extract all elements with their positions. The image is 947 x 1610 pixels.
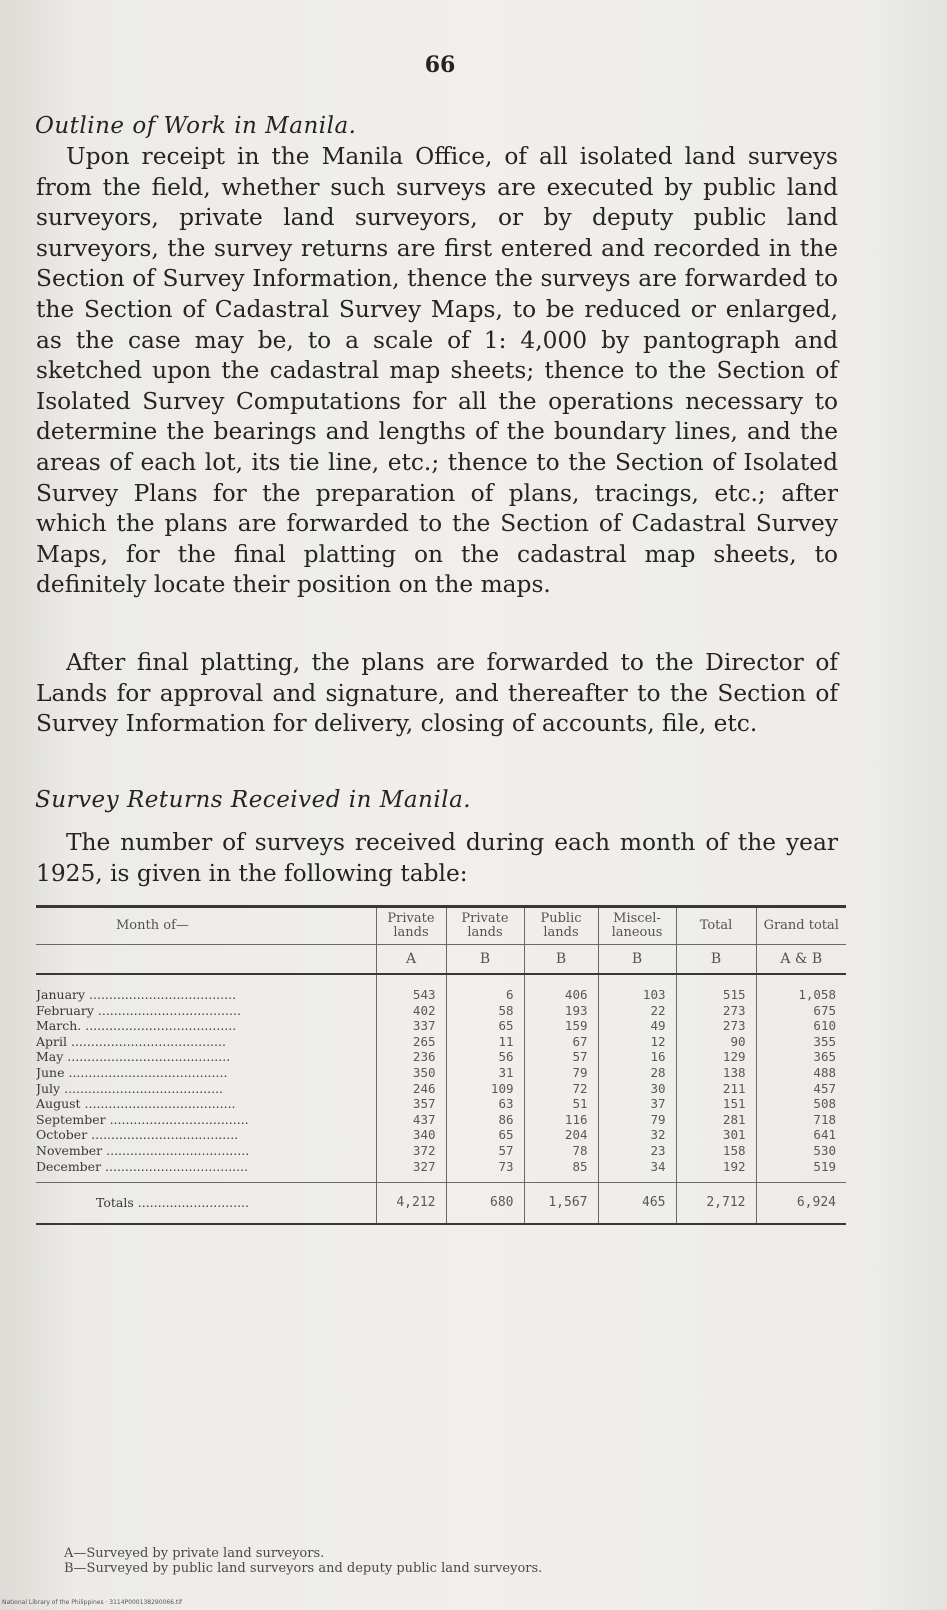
survey-returns-table bbox=[36, 905, 846, 1225]
value-cell: 116 bbox=[524, 1112, 598, 1128]
table-letter-row bbox=[36, 945, 846, 975]
month-cell: July ........................................ bbox=[36, 1080, 224, 1096]
value-cell: 23 bbox=[598, 1143, 676, 1159]
value-cell: 22 bbox=[598, 1003, 676, 1019]
scan-footer: National Library of the Philippines · 3114P000138290066.tif bbox=[2, 1599, 183, 1606]
value-cell: 28 bbox=[598, 1065, 676, 1081]
section-heading-returns: Survey Returns Received in Manila. bbox=[35, 787, 472, 813]
paragraph-outline: Upon receipt in the Manila Office, of all isolated land surveys from the field, whether such surveys are executed by public land surveyors, private land surveyors, or by deputy public land surveyors, the survey returns are first entered and recorded in the Section of Survey Information, thence the surveys are forwarded to the Section of Cadastral Survey Maps, to be reduced or enlarged, as the case may be, to a scale of 1: 4,000 by pantograph and sketched upon the cadastral map sheets; thence to the Section of Isolated Survey Computations for all the operations necessary to determine the bearings and lengths of the boundary lines, and the areas of each lot, its tie line, etc.; thence to the Section of Isolated Survey Plans for the preparation of plans, tracings, etc.; after which the plans are forwarded to the Section of Cadastral Survey Maps, for the final platting on the cadastral map sheets, to definitely locate their position on the maps. bbox=[36, 143, 838, 599]
table-row bbox=[36, 1018, 846, 1034]
value-cell: 236 bbox=[376, 1049, 446, 1065]
value-cell: 340 bbox=[376, 1127, 446, 1143]
value-cell: 530 bbox=[756, 1143, 846, 1159]
table-row bbox=[36, 1003, 846, 1019]
value-cell: 78 bbox=[524, 1143, 598, 1159]
value-cell: 159 bbox=[524, 1018, 598, 1034]
letter-cell: A & B bbox=[756, 945, 846, 975]
value-cell: 675 bbox=[756, 1003, 846, 1019]
value-cell: 79 bbox=[598, 1112, 676, 1128]
letter-cell: B bbox=[524, 945, 598, 975]
value-cell: 350 bbox=[376, 1065, 446, 1081]
table-row bbox=[36, 1159, 846, 1183]
value-cell: 1,058 bbox=[756, 974, 846, 1003]
value-cell: 337 bbox=[376, 1018, 446, 1034]
value-cell: 34 bbox=[598, 1159, 676, 1183]
table-row bbox=[36, 1143, 846, 1159]
value-cell: 211 bbox=[676, 1081, 756, 1097]
value-cell: 6 bbox=[446, 974, 524, 1003]
letter-cell: B bbox=[598, 945, 676, 975]
table-header-row bbox=[36, 907, 846, 945]
value-cell: 246 bbox=[376, 1081, 446, 1097]
value-cell: 90 bbox=[676, 1034, 756, 1050]
value-cell: 355 bbox=[756, 1034, 846, 1050]
header-public: Public lands bbox=[524, 907, 598, 945]
page-number: 66 bbox=[424, 52, 456, 78]
value-cell: 72 bbox=[524, 1081, 598, 1097]
paragraph-final-platting: After final platting, the plans are forwarded to the Director of Lands for approval and signature, and thereafter to the Section of Survey Information for delivery, closing of accounts, file, etc. bbox=[36, 649, 838, 738]
month-cell: February .................................... bbox=[36, 1002, 241, 1018]
value-cell: 437 bbox=[376, 1112, 446, 1128]
header-grand-total: Grand total bbox=[756, 907, 846, 945]
month-cell: October ..................................... bbox=[36, 1127, 239, 1143]
value-cell: 610 bbox=[756, 1018, 846, 1034]
value-cell: 103 bbox=[598, 974, 676, 1003]
value-cell: 57 bbox=[524, 1049, 598, 1065]
value-cell: 58 bbox=[446, 1003, 524, 1019]
header-month: Month of— bbox=[36, 907, 376, 945]
value-cell: 86 bbox=[446, 1112, 524, 1128]
letter-cell: B bbox=[446, 945, 524, 975]
totals-cell: 2,712 bbox=[676, 1183, 756, 1224]
value-cell: 73 bbox=[446, 1159, 524, 1183]
value-cell: 151 bbox=[676, 1096, 756, 1112]
table-notes bbox=[64, 1546, 542, 1576]
month-cell: April ....................................... bbox=[36, 1033, 226, 1049]
month-cell: August ...................................... bbox=[36, 1096, 236, 1112]
value-cell: 718 bbox=[756, 1112, 846, 1128]
value-cell: 402 bbox=[376, 1003, 446, 1019]
header-total: Total bbox=[676, 907, 756, 945]
table-row bbox=[36, 1127, 846, 1143]
value-cell: 30 bbox=[598, 1081, 676, 1097]
totals-cell: 6,924 bbox=[756, 1183, 846, 1224]
value-cell: 63 bbox=[446, 1096, 524, 1112]
value-cell: 508 bbox=[756, 1096, 846, 1112]
header-private-b: Private lands bbox=[446, 907, 524, 945]
value-cell: 65 bbox=[446, 1018, 524, 1034]
value-cell: 65 bbox=[446, 1127, 524, 1143]
value-cell: 79 bbox=[524, 1065, 598, 1081]
table-row bbox=[36, 1034, 846, 1050]
section-heading-outline: Outline of Work in Manila. bbox=[35, 113, 357, 139]
value-cell: 158 bbox=[676, 1143, 756, 1159]
header-private-a: Private lands bbox=[376, 907, 446, 945]
month-cell: March. ...................................... bbox=[36, 1018, 237, 1034]
value-cell: 357 bbox=[376, 1096, 446, 1112]
totals-cell: 465 bbox=[598, 1183, 676, 1224]
paragraph-returns-intro: The number of surveys received during each month of the year 1925, is given in the following table: bbox=[36, 829, 838, 887]
table-row bbox=[36, 974, 846, 1003]
totals-cell: 680 bbox=[446, 1183, 524, 1224]
value-cell: 641 bbox=[756, 1127, 846, 1143]
value-cell: 57 bbox=[446, 1143, 524, 1159]
value-cell: 365 bbox=[756, 1049, 846, 1065]
value-cell: 109 bbox=[446, 1081, 524, 1097]
value-cell: 49 bbox=[598, 1018, 676, 1034]
value-cell: 281 bbox=[676, 1112, 756, 1128]
letter-cell: A bbox=[376, 945, 446, 975]
value-cell: 543 bbox=[376, 974, 446, 1003]
value-cell: 32 bbox=[598, 1127, 676, 1143]
value-cell: 301 bbox=[676, 1127, 756, 1143]
value-cell: 273 bbox=[676, 1018, 756, 1034]
table-row bbox=[36, 1065, 846, 1081]
value-cell: 11 bbox=[446, 1034, 524, 1050]
totals-cell: 1,567 bbox=[524, 1183, 598, 1224]
table-body bbox=[36, 974, 846, 1183]
value-cell: 56 bbox=[446, 1049, 524, 1065]
value-cell: 372 bbox=[376, 1143, 446, 1159]
value-cell: 85 bbox=[524, 1159, 598, 1183]
table-row bbox=[36, 1049, 846, 1065]
month-cell: September ................................... bbox=[36, 1111, 249, 1127]
value-cell: 457 bbox=[756, 1081, 846, 1097]
value-cell: 16 bbox=[598, 1049, 676, 1065]
value-cell: 138 bbox=[676, 1065, 756, 1081]
table-row bbox=[36, 1096, 846, 1112]
value-cell: 327 bbox=[376, 1159, 446, 1183]
table-row bbox=[36, 1081, 846, 1097]
value-cell: 31 bbox=[446, 1065, 524, 1081]
totals-label: Totals ............................ bbox=[36, 1183, 376, 1224]
value-cell: 37 bbox=[598, 1096, 676, 1112]
table-row bbox=[36, 1112, 846, 1128]
value-cell: 519 bbox=[756, 1159, 846, 1183]
value-cell: 273 bbox=[676, 1003, 756, 1019]
value-cell: 488 bbox=[756, 1065, 846, 1081]
value-cell: 129 bbox=[676, 1049, 756, 1065]
value-cell: 51 bbox=[524, 1096, 598, 1112]
note-b: B—Surveyed by public land surveyors and deputy public land surveyors. bbox=[64, 1561, 543, 1576]
value-cell: 67 bbox=[524, 1034, 598, 1050]
note-a: A—Surveyed by private land surveyors. bbox=[64, 1546, 325, 1561]
month-cell: May ......................................... bbox=[36, 1049, 231, 1065]
value-cell: 192 bbox=[676, 1159, 756, 1183]
letter-cell: B bbox=[676, 945, 756, 975]
value-cell: 265 bbox=[376, 1034, 446, 1050]
month-cell: December .................................... bbox=[36, 1158, 249, 1174]
header-month-spacer bbox=[36, 945, 376, 975]
value-cell: 12 bbox=[598, 1034, 676, 1050]
totals-row bbox=[36, 1183, 846, 1224]
month-cell: June ........................................ bbox=[36, 1064, 228, 1080]
value-cell: 515 bbox=[676, 974, 756, 1003]
totals-cell: 4,212 bbox=[376, 1183, 446, 1224]
month-cell: January ..................................... bbox=[36, 987, 237, 1002]
month-cell: November .................................... bbox=[36, 1142, 250, 1158]
header-miscellaneous: Miscel-laneous bbox=[598, 907, 676, 945]
value-cell: 406 bbox=[524, 974, 598, 1003]
value-cell: 204 bbox=[524, 1127, 598, 1143]
value-cell: 193 bbox=[524, 1003, 598, 1019]
